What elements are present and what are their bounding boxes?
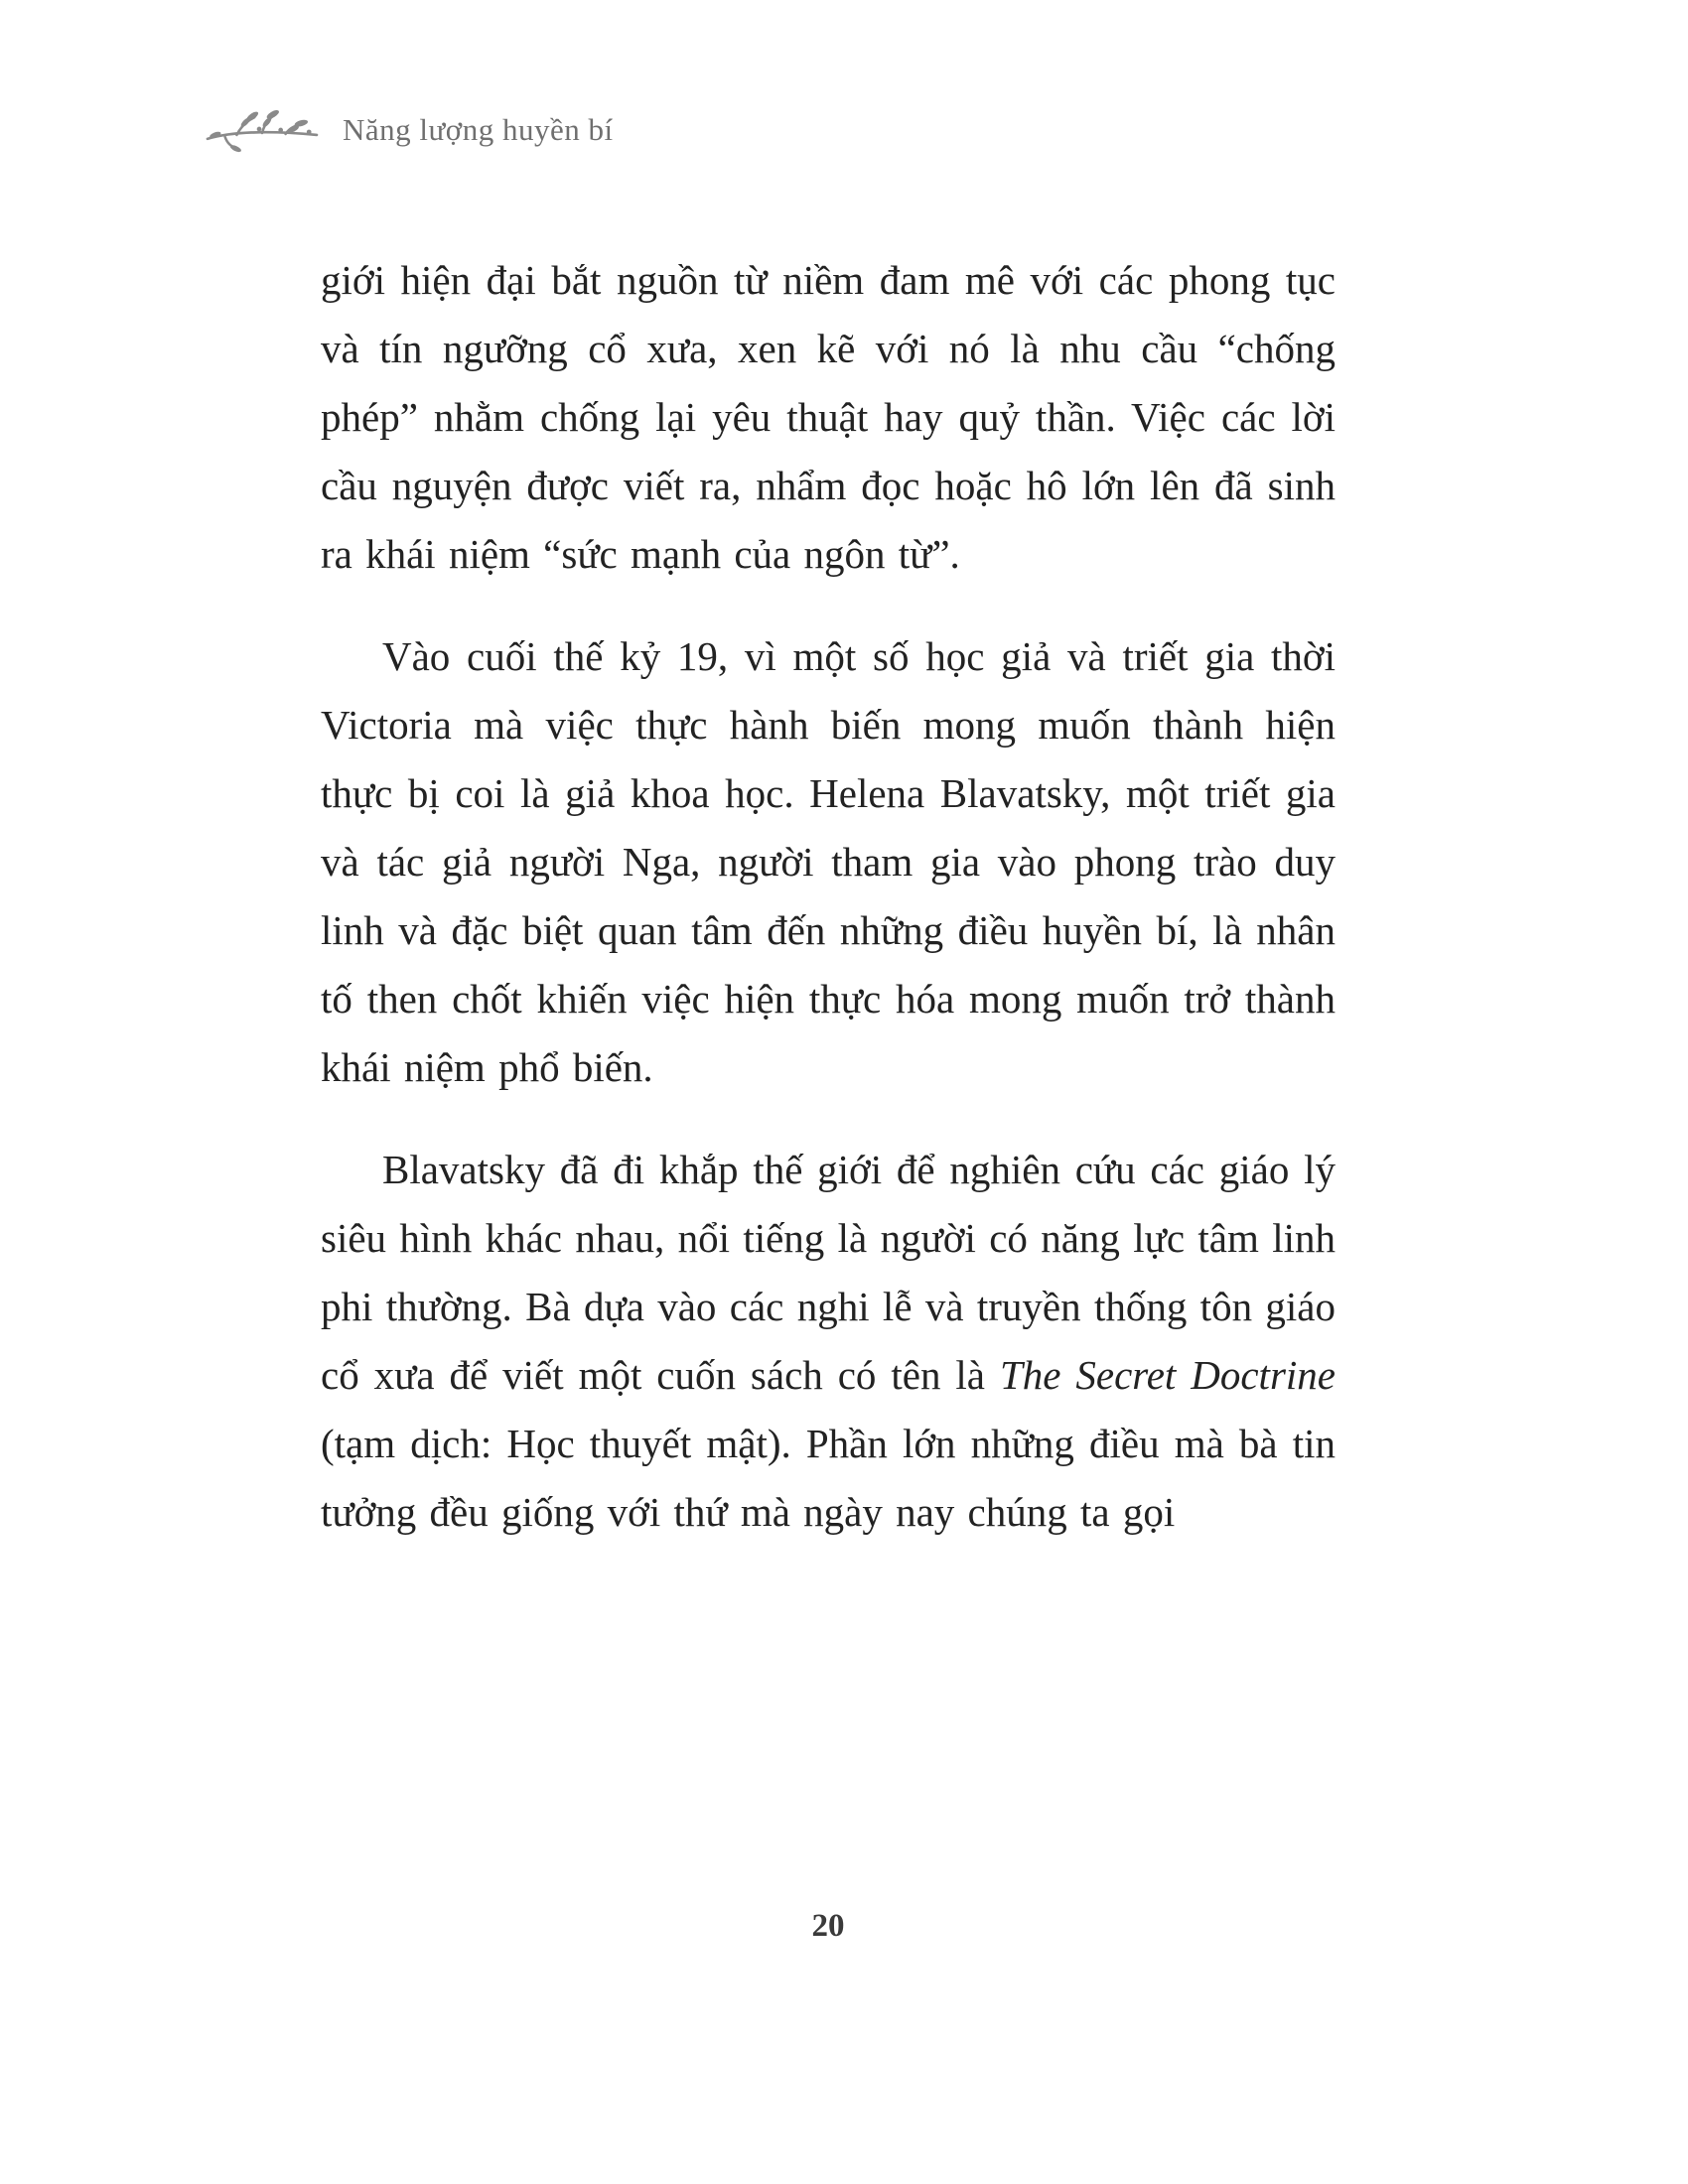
paragraph: Vào cuối thế kỷ 19, vì một số học giả và triết gia thời Victoria mà việc thực hành biến mong muốn thành hiện thực bị coi là giả khoa học. Helena Blavatsky, một triết gia và tác giả người Nga, người tham gia vào phong trào duy linh và đặc biệt quan tâm đến những điều huyền bí, là nhân tố then chốt khiến việc hiện thực hóa mong muốn trở thành khái niệm phổ biến. [321,633,1336,1090]
page-footer [321,1908,1336,1945]
page-number: 20 [811,1908,845,1944]
paragraph: giới hiện đại bắt nguồn từ niềm đam mê với các phong tục và tín ngưỡng cổ xưa, xen kẽ với nó là nhu cầu “chống phép” nhằm chống lại yêu thuật hay quỷ thần. Việc các lời cầu nguyện được viết ra, nhẩm đọc hoặc hô lớn lên đã sinh ra khái niệm “sức mạnh của ngôn từ”. [321,257,1336,577]
book-title: Năng lượng huyền bí [343,112,614,147]
book-title-reference: The Secret Doctrine [999,1352,1336,1398]
paragraph [321,1136,1336,1547]
page-body [321,246,1336,1580]
branch-flourish-icon [204,99,321,161]
paragraph-text: Blavatsky đã đi khắp thế giới để nghiên cứu các giáo lý siêu hình khác nhau, nổi tiếng là người có năng lực tâm linh phi thường. Bà dựa vào các nghi lễ và truyền thống tôn giáo cổ xưa để viết một cuốn sách có tên là [321,1147,1336,1398]
paragraph-text: (tạm dịch: Học thuyết mật). Phần lớn những điều mà bà tin tưởng đều giống với thứ mà ngày nay chúng ta gọi [321,1421,1336,1535]
running-header [204,99,614,161]
